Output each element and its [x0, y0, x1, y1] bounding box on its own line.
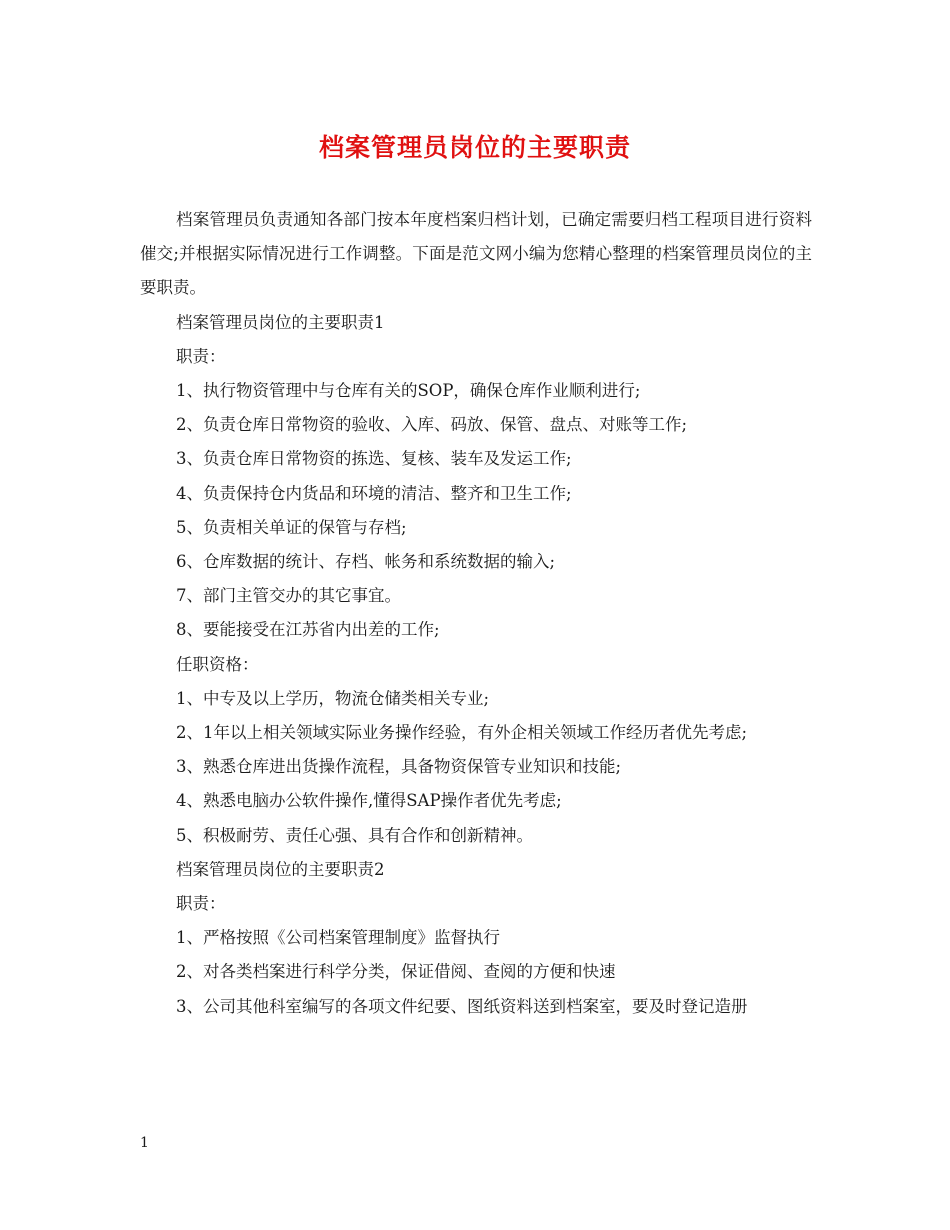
list-item: 3、熟悉仓库进出货操作流程，具备物资保管专业知识和技能;	[176, 757, 622, 777]
intro-paragraph: 档案管理员负责通知各部门按本年度档案归档计划，已确定需要归档工程项目进行资料催交;并根据实际情况进行工作调整。下面是范文网小编为您精心整理的档案管理员岗位的主要职责。	[140, 210, 812, 298]
section-heading-1: 档案管理员岗位的主要职责1	[176, 312, 385, 332]
list-item: 3、公司其他科室编写的各项文件纪要、图纸资料送到档案室，要及时登记造册	[176, 996, 748, 1016]
list-item: 4、负责保持仓内货品和环境的清洁、整齐和卫生工作;	[176, 483, 572, 503]
list-item: 3、负责仓库日常物资的拣选、复核、装车及发运工作;	[176, 449, 572, 469]
page-number: 1	[140, 1135, 149, 1151]
document-body	[140, 203, 812, 1024]
list-item: 2、1年以上相关领域实际业务操作经验，有外企相关领域工作经历者优先考虑;	[176, 723, 748, 743]
list-item: 5、积极耐劳、责任心强、具有合作和创新精神。	[176, 825, 533, 845]
list-item: 7、部门主管交办的其它事宜。	[176, 586, 401, 606]
list-item: 1、中专及以上学历，物流仓储类相关专业;	[176, 688, 490, 708]
list-item: 2、负责仓库日常物资的验收、入库、码放、保管、盘点、对账等工作;	[176, 415, 688, 435]
list-item: 1、严格按照《公司档案管理制度》监督执行	[176, 928, 500, 948]
subheading-qualifications: 任职资格：	[176, 654, 259, 674]
list-item: 8、要能接受在江苏省内出差的工作;	[176, 620, 440, 640]
list-item: 1、执行物资管理中与仓库有关的SOP，确保仓库作业顺利进行;	[176, 381, 641, 401]
list-item: 4、熟悉电脑办公软件操作,懂得SAP操作者优先考虑;	[176, 791, 562, 811]
subheading-duties-2: 职责：	[176, 894, 226, 914]
list-item: 5、负责相关单证的保管与存档;	[176, 517, 407, 537]
list-item: 6、仓库数据的统计、存档、帐务和系统数据的输入;	[176, 552, 556, 572]
list-item: 2、对各类档案进行科学分类，保证借阅、查阅的方便和快速	[176, 962, 616, 982]
subheading-duties-1: 职责：	[176, 346, 226, 366]
section-heading-2: 档案管理员岗位的主要职责2	[176, 859, 385, 879]
document-title: 档案管理员岗位的主要职责	[318, 133, 631, 162]
